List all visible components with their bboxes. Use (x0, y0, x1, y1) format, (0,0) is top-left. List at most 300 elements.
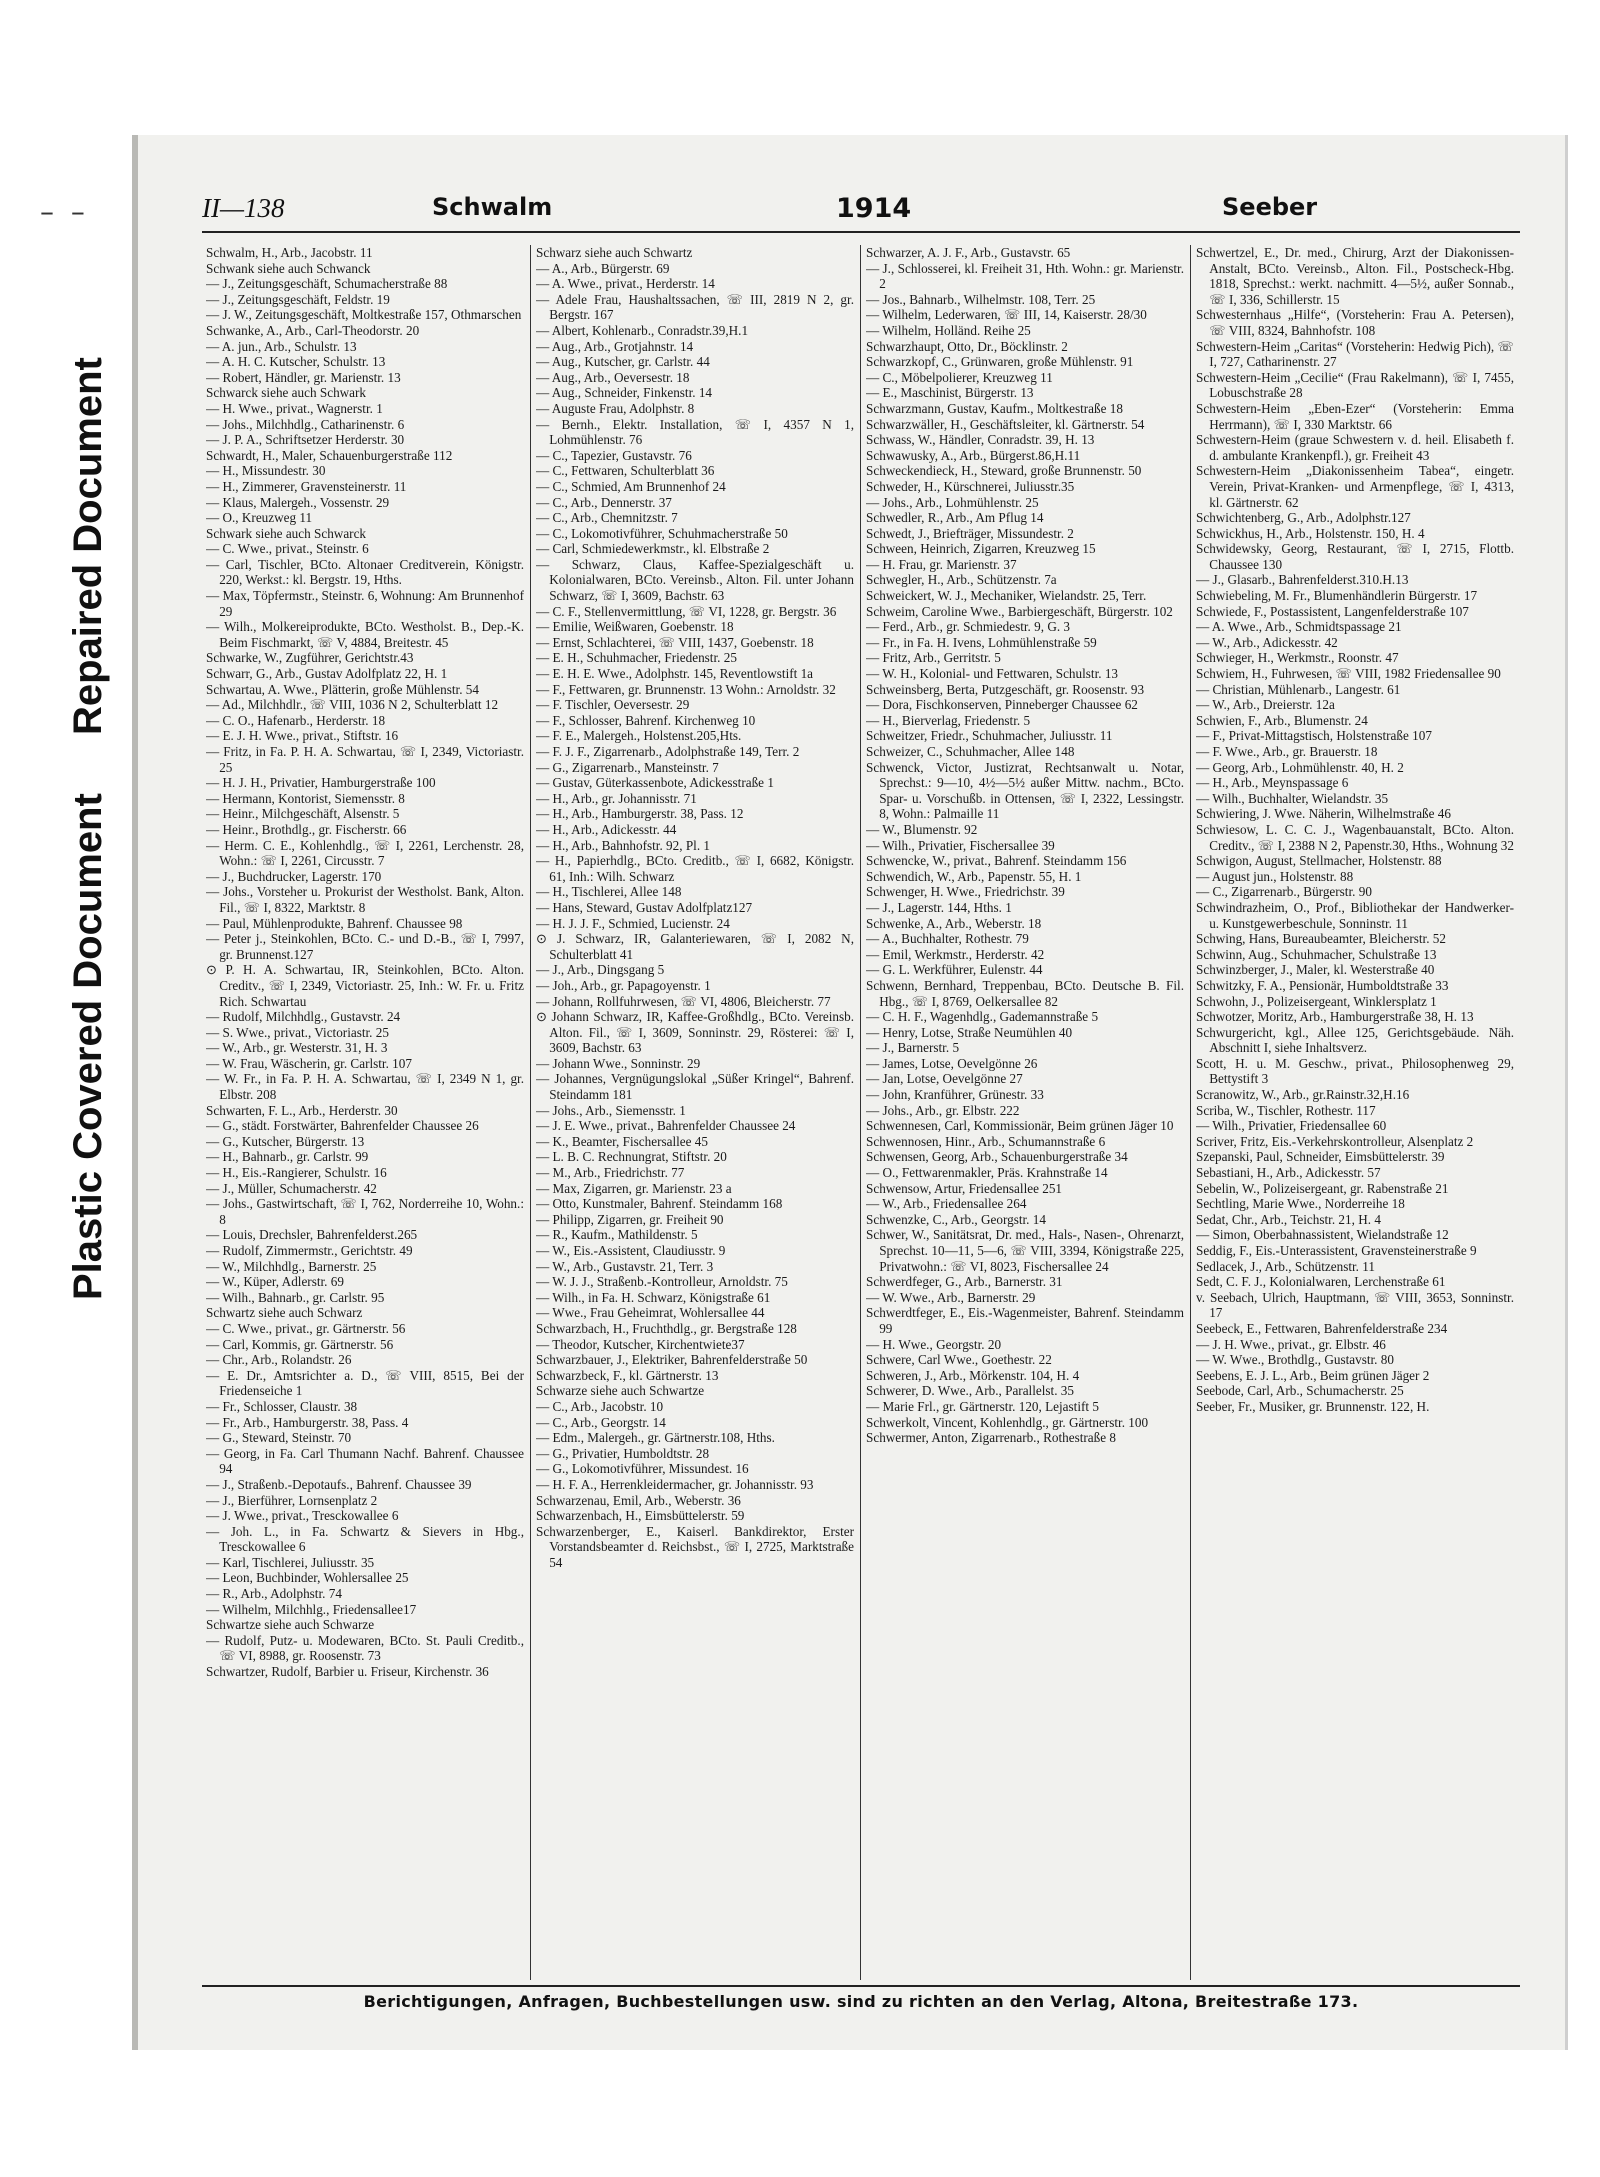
directory-entry: Schwichtenberg, G., Arb., Adolphstr.127 (1196, 510, 1411, 526)
directory-entry: — Wilh., in Fa. H. Schwarz, Königstraße 61 (536, 1289, 771, 1305)
directory-entry: Schween, Heinrich, Zigarren, Kreuzweg 15 (866, 541, 1096, 557)
directory-entry: — J., Zeitungsgeschäft, Schumacherstraße 88 (206, 276, 448, 292)
directory-entry: — Henry, Lotse, Straße Neumühlen 40 (866, 1024, 1073, 1040)
directory-entry: — C. F., Stellenvermittlung, ☏ VI, 1228, gr. Bergstr. 36 (536, 603, 837, 619)
header-rule (202, 231, 1520, 233)
directory-entry: Schwark siehe auch Schwarck (206, 525, 367, 541)
directory-entry: — C., Schmied, Am Brunnenhof 24 (536, 478, 726, 494)
directory-entry: — August jun., Holstenstr. 88 (1196, 868, 1354, 884)
directory-entry: — Adele Frau, Haushaltssachen, ☏ III, 2819 N 2, gr. Bergstr. 167 (536, 291, 854, 323)
directory-entry: — Rudolf, Putz- u. Modewaren, BCto. St. Pauli Creditb., ☏ VI, 8988, gr. Roosenstr. 73 (206, 1632, 524, 1664)
directory-entry: — Wilh., Bahnarb., gr. Carlstr. 95 (206, 1289, 385, 1305)
publisher-notice: Berichtigungen, Anfragen, Buchbestellungen usw. sind zu richten an den Verlag, Altona, Breitestraße 173. (363, 1992, 1359, 2011)
directory-entry: — Albert, Kohlenarb., Conradstr.39,H.1 (536, 322, 749, 338)
directory-entry: — J. H. Wwe., privat., gr. Elbstr. 46 (1196, 1336, 1386, 1352)
directory-entry: — Otto, Kunstmaler, Bahrenf. Steindamm 168 (536, 1196, 783, 1212)
directory-entry: Scriba, W., Tischler, Rothestr. 117 (1196, 1102, 1376, 1118)
directory-entry: — Johann Wwe., Sonninstr. 29 (536, 1055, 701, 1071)
directory-entry: — Wilhelm, Milchhlg., Friedensallee17 (206, 1601, 417, 1617)
directory-entry: — O., Kreuzweg 11 (206, 510, 313, 526)
directory-entry: Schweinsberg, Berta, Putzgeschäft, gr. Roosenstr. 93 (866, 681, 1145, 697)
directory-entry: Scranowitz, W., Arb., gr.Rainstr.32,H.16 (1196, 1087, 1410, 1103)
directory-entry: Scott, H. u. M. Geschw., privat., Philosophenweg 29, Bettystift 3 (1196, 1055, 1514, 1087)
page-header (202, 193, 1520, 233)
directory-entry: — Heinr., Brothdlg., gr. Fischerstr. 66 (206, 821, 407, 837)
plastic-covered-document-label: Plastic Covered Document (66, 793, 110, 1300)
directory-entry: Schwenzke, C., Arb., Georgstr. 14 (866, 1211, 1046, 1227)
directory-entry: — H. J. J. F., Schmied, Lucienstr. 24 (536, 915, 730, 931)
directory-entry: Schwohn, J., Polizeisergeant, Winklersplatz 1 (1196, 993, 1437, 1009)
page-number: II—138 (202, 193, 285, 223)
directory-entry: Schwank siehe auch Schwanck (206, 260, 371, 276)
directory-entry: — Dora, Fischkonserven, Pinneberger Chaussee 62 (866, 697, 1138, 713)
directory-entry: — W., Küper, Adlerstr. 69 (206, 1274, 344, 1290)
directory-entry: Schwedler, R., Arb., Am Pflug 14 (866, 510, 1044, 526)
directory-entry: Seebens, E. J. L., Arb., Beim grünen Jäger 2 (1196, 1367, 1430, 1383)
directory-entry: Schwegler, H., Arb., Schützenstr. 7a (866, 572, 1057, 588)
directory-entry: — J., Buchdrucker, Lagerstr. 170 (206, 868, 382, 884)
directory-entry: — W., Arb., Gustavstr. 21, Terr. 3 (536, 1258, 714, 1274)
directory-entry: — E., Maschinist, Bürgerstr. 13 (866, 385, 1034, 401)
directory-entry: — J., Müller, Schumacherstr. 42 (206, 1180, 377, 1196)
directory-entry: — Theodor, Kutscher, Kirchentwiete37 (536, 1336, 745, 1352)
directory-entry: — Jos., Bahnarb., Wilhelmstr. 108, Terr. 25 (866, 291, 1096, 307)
directory-entry: Schwartzer, Rudolf, Barbier u. Friseur, Kirchenstr. 36 (206, 1664, 489, 1680)
scan-margin (0, 0, 128, 2177)
directory-entry: Schwartze siehe auch Schwarze (206, 1617, 375, 1633)
directory-entry: — Robert, Händler, gr. Marienstr. 13 (206, 369, 401, 385)
directory-entry: Seddig, F., Eis.-Unterassistent, Gravensteinerstraße 9 (1196, 1243, 1477, 1258)
directory-entry: — Max, Zigarren, gr. Marienstr. 23 a (536, 1180, 732, 1196)
directory-entry: — H., Tischlerei, Allee 148 (536, 884, 682, 900)
directory-entry: — A., Arb., Bürgerstr. 69 (536, 260, 670, 276)
directory-entry: Schwestern-Heim „Caritas“ (Vorsteherin: Hedwig Pich), ☏ I, 727, Catharinenstr. 27 (1196, 338, 1514, 370)
directory-entry: — E. J. H. Wwe., privat., Stiftstr. 16 (206, 728, 399, 744)
directory-entry: — C., Fettwaren, Schulterblatt 36 (536, 463, 715, 479)
directory-entry: — R., Arb., Adolphstr. 74 (206, 1586, 342, 1602)
directory-entry: — F. Tischler, Oeversestr. 29 (536, 697, 690, 713)
directory-entry: — H., Papierhdlg., BCto. Creditb., ☏ I, 6682, Königstr. 61, Inh.: Wilh. Schwarz (536, 853, 854, 884)
directory-entry: Schwieger, H., Werkmstr., Roonstr. 47 (1196, 650, 1399, 666)
directory-entry: Schwenn, Bernhard, Treppenbau, BCto. Deutsche B. Fil. Hbg., ☏ I, 8769, Oelkersallee 82 (866, 977, 1184, 1009)
margin-marks: – – (40, 195, 89, 228)
directory-entry: — Johs., Arb., gr. Elbstr. 222 (866, 1102, 1020, 1118)
directory-entry: — Fr., Arb., Hamburgerstr. 38, Pass. 4 (206, 1414, 409, 1430)
directory-page (132, 135, 1568, 2050)
directory-entry: — Wilh., Molkereiprodukte, BCto. Westholst. B., Dep.-K. Beim Fischmarkt, ☏ V, 4884, Breitestr. 45 (206, 619, 524, 650)
directory-entry: — Johs., Arb., Siemensstr. 1 (536, 1102, 686, 1118)
directory-entry: Schweitzer, Friedr., Schuhmacher, Juliusstr. 11 (866, 728, 1113, 744)
directory-entry: — C., Lokomotivführer, Schuhmacherstraße 50 (536, 525, 788, 541)
directory-entry: — C., Arb., Georgstr. 14 (536, 1414, 666, 1430)
directory-entry: Seebeck, E., Fettwaren, Bahrenfelderstraße 234 (1196, 1320, 1448, 1336)
directory-entry: Schwarzer, A. J. F., Arb., Gustavstr. 65 (866, 245, 1071, 260)
directory-entry: Sebelin, W., Polizeisergeant, gr. Rabenstraße 21 (1196, 1180, 1449, 1196)
directory-entry: — Christian, Mühlenarb., Langestr. 61 (1196, 681, 1401, 697)
directory-entry: — C. O., Hafenarb., Herderstr. 18 (206, 712, 386, 728)
directory-entry: ⊙ Johann Schwarz, IR, Kaffee-Großhdlg., BCto. Vereinsb. Alton. Fil., ☏ I, 3609, Sonninstr. 29, Rösterei: ☏ I, 3609, Bachstr. 63 (536, 1009, 854, 1056)
directory-entry: — Aug., Schneider, Finkenstr. 14 (536, 385, 713, 401)
directory-entry: — H., Arb., gr. Johannisstr. 71 (536, 790, 697, 806)
directory-entry: Schwiering, J. Wwe. Näherin, Wilhelmstraße 46 (1196, 806, 1451, 822)
directory-entry: — K., Beamter, Fischersallee 45 (536, 1133, 708, 1149)
directory-entry: Schwarzmann, Gustav, Kaufm., Moltkestraße 18 (866, 400, 1123, 416)
directory-entry: Schwarzenberger, E., Kaiserl. Bankdirektor, Erster Vorstandsbeamter d. Reichsbst., ☏ I, 2725, Marktstraße 54 (536, 1523, 854, 1570)
directory-entry: — W. Frau, Wäscherin, gr. Carlstr. 107 (206, 1055, 412, 1071)
directory-entry: Schwinzberger, J., Maler, kl. Westerstraße 40 (1196, 962, 1435, 978)
directory-entry: — W. Fr., in Fa. P. H. A. Schwartau, ☏ I, 2349 N 1, gr. Elbstr. 208 (206, 1071, 524, 1103)
directory-entry: Schwerdfeger, G., Arb., Barnerstr. 31 (866, 1274, 1063, 1290)
directory-entry: — Hans, Steward, Gustav Adolfplatz127 (536, 899, 753, 915)
directory-entry: Schwalm, H., Arb., Jacobstr. 11 (206, 245, 373, 260)
directory-entry: Schwardt, H., Maler, Schauenburgerstraße 112 (206, 447, 453, 463)
directory-entry: Sebastiani, H., Arb., Adickesstr. 57 (1196, 1165, 1381, 1181)
directory-entry: — J., Barnerstr. 5 (866, 1040, 960, 1056)
directory-entry: Schwarze siehe auch Schwartze (536, 1383, 705, 1399)
directory-entry: — H., Bierverlag, Friedenstr. 5 (866, 712, 1031, 728)
directory-entry: — L. B. C. Rechnungrat, Stiftstr. 20 (536, 1149, 727, 1165)
directory-entry: — Johann, Rollfuhrwesen, ☏ VI, 4806, Bleicherstr. 77 (536, 993, 831, 1009)
directory-entry: Seebode, Carl, Arb., Schumacherstr. 25 (1196, 1383, 1404, 1399)
directory-entry: — Rudolf, Milchhdlg., Gustavstr. 24 (206, 1009, 401, 1025)
directory-entry: — Paul, Mühlenprodukte, Bahrenf. Chaussee 98 (206, 915, 463, 931)
directory-entry: Schwitzky, F. A., Pensionär, Humboldtstraße 33 (1196, 977, 1449, 993)
directory-entry: Schweren, J., Arb., Mörkenstr. 104, H. 4 (866, 1367, 1080, 1383)
directory-entry: Schwermer, Anton, Zigarrenarb., Rothestraße 8 (866, 1430, 1116, 1446)
directory-entry: Schweim, Caroline Wwe., Barbiergeschäft, Bürgerstr. 102 (866, 603, 1173, 619)
directory-entry: — Emil, Werkmstr., Herderstr. 42 (866, 946, 1045, 962)
repaired-document-label: Repaired Document (66, 357, 110, 735)
directory-entry: — W., Eis.-Assistent, Claudiusstr. 9 (536, 1243, 726, 1258)
column-divider (530, 245, 531, 1980)
directory-entry: — A. Wwe., privat., Herderstr. 14 (536, 276, 715, 292)
directory-entry: Schwass, W., Händler, Conradstr. 39, H. 13 (866, 432, 1095, 448)
directory-entry: Sedt, C. F. J., Kolonialwaren, Lerchenstraße 61 (1196, 1274, 1446, 1290)
directory-entry: Schwarzhaupt, Otto, Dr., Böcklinstr. 2 (866, 338, 1068, 354)
directory-entry: — Chr., Arb., Rolandstr. 26 (206, 1352, 352, 1368)
header-first-entry: Schwalm (432, 193, 553, 221)
directory-entry: — J. W., Zeitungsgeschäft, Moltkestraße 157, Othmarschen (206, 307, 522, 323)
directory-entry: — C., Arb., Jacobstr. 10 (536, 1398, 664, 1414)
directory-entry: Schwenger, H. Wwe., Friedrichstr. 39 (866, 884, 1065, 900)
directory-entry: Schwestern-Heim „Cecilie“ (Frau Rakelmann), ☏ I, 7455, Lobuschstraße 28 (1196, 369, 1514, 401)
directory-entry: Schwenke, A., Arb., Weberstr. 18 (866, 915, 1042, 931)
directory-entry: Schwarck siehe auch Schwark (206, 385, 367, 401)
directory-entry: — A. Wwe., Arb., Schmidtspassage 21 (1196, 619, 1402, 635)
directory-entry: Schwensow, Artur, Friedensallee 251 (866, 1180, 1063, 1196)
directory-entry: — Fr., Schlosser, Claustr. 38 (206, 1398, 358, 1414)
directory-entry: — John, Kranführer, Grünestr. 33 (866, 1087, 1044, 1103)
directory-entry: Schwestern-Heim „Eben-Ezer“ (Vorsteherin: Emma Herrmann), ☏ I, 330 Marktstr. 66 (1196, 400, 1514, 432)
directory-entry: — Ernst, Schlachterei, ☏ VIII, 1437, Goebenstr. 18 (536, 634, 814, 650)
footer-rule (202, 1985, 1520, 1987)
directory-entry: Schwestern-Heim (graue Schwestern v. d. heil. Elisabeth f. d. ambulante Krankenpfl.), gr. Freiheit 43 (1196, 432, 1514, 463)
directory-entry: Schwiem, H., Fuhrwesen, ☏ VIII, 1982 Friedensallee 90 (1196, 666, 1501, 682)
directory-entry: — C., Möbelpolierer, Kreuzweg 11 (866, 369, 1053, 385)
directory-entry: Schwenck, Victor, Justizrat, Rechtsanwalt u. Notar, Sprechst.: 9—10, 4½—5½ außer Mittw. nachm., BCto. Spar- u. Vorschußb. in Ottensen, ☏ I, 2322, Lessingstr. 8, Wohn.: Palmaille 11 (866, 759, 1184, 822)
directory-entry: — Johs., Vorsteher u. Prokurist der Westholst. Bank, Alton. Fil., ☏ I, 8322, Marktstr. 8 (206, 884, 524, 915)
directory-entry: — W. H., Kolonial- und Fettwaren, Schulstr. 13 (866, 666, 1119, 682)
directory-entry: Schwidewsky, Georg, Restaurant, ☏ I, 2715, Flottb. Chaussee 130 (1196, 541, 1514, 572)
directory-entry: — J. P. A., Schriftsetzer Herderstr. 30 (206, 432, 405, 448)
directory-entry: Sechtling, Marie Wwe., Norderreihe 18 (1196, 1196, 1405, 1212)
directory-entry: — W. Wwe., Arb., Barnerstr. 29 (866, 1289, 1036, 1305)
directory-entry: Schwarr, G., Arb., Gustav Adolfplatz 22, H. 1 (206, 666, 448, 682)
directory-entry: — G., Zigarrenarb., Mansteinstr. 7 (536, 759, 719, 775)
directory-entry: — H., Arb., Meynspassage 6 (1196, 775, 1349, 791)
directory-entry: Schwesternhaus „Hilfe“, (Vorsteherin: Frau A. Petersen), ☏ VIII, 8324, Bahnhofstr. 108 (1196, 307, 1514, 338)
directory-entry: — J., Schlosserei, kl. Freiheit 31, Hth. Wohn.: gr. Marienstr. 2 (866, 260, 1184, 292)
directory-entry: Schwanke, A., Arb., Carl-Theodorstr. 20 (206, 322, 420, 338)
directory-entry: — S. Wwe., privat., Victoriastr. 25 (206, 1024, 389, 1040)
directory-entry: — F. Wwe., Arb., gr. Brauerstr. 18 (1196, 744, 1378, 759)
directory-entry: — C., Zigarrenarb., Bürgerstr. 90 (1196, 884, 1372, 900)
directory-entry: Szepanski, Paul, Schneider, Eimsbüttelerstr. 39 (1196, 1149, 1445, 1165)
directory-entry: — C. H. F., Wagenhdlg., Gademannstraße 5 (866, 1009, 1099, 1025)
directory-entry: — H., Bahnarb., gr. Carlstr. 99 (206, 1149, 369, 1165)
directory-entry: — Wilh., Privatier, Fischersallee 39 (866, 837, 1055, 853)
directory-entry: Schwiesow, L. C. C. J., Wagenbauanstalt, BCto. Alton. Creditv., ☏ I, 2388 N 2, Papenstr.30, Hths., Wohnung 32 (1196, 821, 1514, 853)
directory-entry: — F., Schlosser, Bahrenf. Kirchenweg 10 (536, 712, 756, 728)
directory-entry: — M., Arb., Friedrichstr. 77 (536, 1165, 685, 1181)
directory-entry: — G., Kutscher, Bürgerstr. 13 (206, 1133, 365, 1149)
directory-entry: Schwarzbauer, J., Elektriker, Bahrenfelderstraße 50 (536, 1352, 808, 1368)
directory-entry: — Aug., Arb., Oeversestr. 18 (536, 369, 690, 385)
directory-entry: — G. L. Werkführer, Eulenstr. 44 (866, 962, 1043, 978)
directory-entry: — Gustav, Güterkassenbote, Adickesstraße 1 (536, 775, 774, 791)
directory-entry: — Carl, Schmiedewerkmstr., kl. Elbstraße 2 (536, 541, 770, 557)
directory-entry: Schwarzbach, H., Fruchthdlg., gr. Bergstraße 128 (536, 1320, 797, 1336)
directory-entry: — A., Buchhalter, Rothestr. 79 (866, 931, 1029, 947)
directory-entry: — Herm. C. E., Kohlenhdlg., ☏ I, 2261, Lerchenstr. 28, Wohn.: ☏ I, 2261, Circusstr. 7 (206, 837, 524, 869)
directory-entry: — Johannes, Vergnügungslokal „Süßer Kringel“, Bahrenf. Steindamm 181 (536, 1071, 854, 1103)
directory-entry: Schwarzbeck, F., kl. Gärtnerstr. 13 (536, 1367, 719, 1383)
directory-entry: — G., Privatier, Humboldtstr. 28 (536, 1445, 710, 1461)
directory-entry: — Georg, Arb., Lohmühlenstr. 40, H. 2 (1196, 759, 1404, 775)
directory-entry: — Louis, Drechsler, Bahrenfelderst.265 (206, 1227, 418, 1243)
directory-entry: — Bernh., Elektr. Installation, ☏ I, 4357 N 1, Lohmühlenstr. 76 (536, 416, 854, 448)
column-divider (860, 245, 861, 1980)
directory-entry: — Carl, Tischler, BCto. Altonaer Creditverein, Königstr. 220, Werkst.: kl. Bergstr. 19, Hths. (206, 556, 524, 588)
directory-entry: — Wilhelm, Lederwaren, ☏ III, 14, Kaiserstr. 28/30 (866, 307, 1147, 323)
directory-entry: — J., Zeitungsgeschäft, Feldstr. 19 (206, 291, 390, 307)
directory-entry: Schwotzer, Moritz, Arb., Hamburgerstraße 38, H. 13 (1196, 1009, 1474, 1025)
directory-entry: Schwiebeling, M. Fr., Blumenhändlerin Bürgerstr. 17 (1196, 588, 1478, 604)
directory-entry: — J., Arb., Dingsgang 5 (536, 962, 665, 978)
directory-entry: — Fritz, Arb., Gerritstr. 5 (866, 650, 1001, 666)
directory-entry: — Georg, in Fa. Carl Thumann Nachf. Bahrenf. Chaussee 94 (206, 1445, 524, 1477)
entry-columns (206, 245, 1520, 1980)
directory-entry: — Edm., Malergeh., gr. Gärtnerstr.108, Hths. (536, 1430, 775, 1446)
directory-entry: Sedlacek, J., Arb., Schützenstr. 11 (1196, 1258, 1375, 1274)
directory-entry: — Rudolf, Zimmermstr., Gerichtstr. 49 (206, 1243, 413, 1258)
header-year: 1914 (836, 193, 912, 224)
directory-entry: — Fr., in Fa. H. Ivens, Lohmühlenstraße 59 (866, 634, 1097, 650)
directory-entry: — R., Kaufm., Mathildenstr. 5 (536, 1227, 698, 1243)
directory-entry: — E. H., Schuhmacher, Friedenstr. 25 (536, 650, 737, 666)
directory-entry: — Johs., Arb., Lohmühlenstr. 25 (866, 494, 1039, 510)
directory-entry: Schweickert, W. J., Mechaniker, Wielandstr. 25, Terr. (866, 588, 1147, 604)
directory-entry: — Ferd., Arb., gr. Schmiedestr. 9, G. 3 (866, 619, 1071, 635)
directory-entry: — Aug., Arb., Grotjahnstr. 14 (536, 338, 694, 354)
directory-entry: — H. Wwe., Georgstr. 20 (866, 1336, 1002, 1352)
directory-entry: Schweizer, C., Schuhmacher, Allee 148 (866, 744, 1075, 759)
directory-entry: — H., Arb., Hamburgerstr. 38, Pass. 12 (536, 806, 744, 822)
directory-entry: — E. Dr., Amtsrichter a. D., ☏ VIII, 8515, Bei der Friedenseiche 1 (206, 1367, 524, 1399)
column-1 (206, 245, 524, 1980)
directory-entry: — H., Arb., Adickesstr. 44 (536, 821, 677, 837)
directory-entry: Schwurgericht, kgl., Allee 125, Gerichtsgebäude. Näh. Abschnitt I, siehe Inhaltsverz. (1196, 1024, 1514, 1056)
directory-entry: Schwickhus, H., Arb., Holstenstr. 150, H. 4 (1196, 525, 1425, 541)
directory-entry: — G., Steward, Steinstr. 70 (206, 1430, 352, 1446)
directory-entry: — W. Wwe., Brothdlg., Gustavstr. 80 (1196, 1352, 1394, 1368)
directory-entry: Schwer, W., Sanitätsrat, Dr. med., Hals-, Nasen-, Ohrenarzt, Sprechst. 10—11, 5—6, ☏ VIII, 3394, Königstraße 225, Privatwohn.: ☏ VI, 8023, Fischersallee 24 (866, 1227, 1184, 1274)
directory-entry: — Carl, Kommis, gr. Gärtnerstr. 56 (206, 1336, 394, 1352)
directory-entry: — W., Arb., gr. Westerstr. 31, H. 3 (206, 1040, 388, 1056)
directory-entry: — Aug., Kutscher, gr. Carlstr. 44 (536, 354, 710, 370)
directory-entry: — Emilie, Weißwaren, Goebenstr. 18 (536, 619, 734, 635)
directory-entry: — Hermann, Kontorist, Siemensstr. 8 (206, 790, 405, 806)
directory-entry: — Johs., Gastwirtschaft, ☏ I, 762, Norderreihe 10, Wohn.: 8 (206, 1196, 524, 1227)
directory-entry: Schwarten, F. L., Arb., Herderstr. 30 (206, 1102, 398, 1118)
directory-entry: Schwawusky, A., Arb., Bürgerst.86,H.11 (866, 447, 1081, 463)
directory-entry: — H., Zimmerer, Gravensteinerstr. 11 (206, 478, 407, 494)
directory-entry: — G., Lokomotivführer, Missundest. 16 (536, 1461, 749, 1477)
directory-entry: — W., Arb., Adickesstr. 42 (1196, 634, 1338, 650)
directory-entry: — Klaus, Malergeh., Vossenstr. 29 (206, 494, 390, 510)
directory-entry: Schwere, Carl Wwe., Goethestr. 22 (866, 1352, 1052, 1368)
directory-entry: — H. J. H., Privatier, Hamburgerstraße 100 (206, 775, 436, 791)
directory-entry: Schweckendieck, H., Steward, große Brunnenstr. 50 (866, 463, 1142, 479)
directory-entry: — Joh., Arb., gr. Papagoyenstr. 1 (536, 977, 711, 993)
column-3 (866, 245, 1184, 1980)
directory-entry: — Simon, Oberbahnassistent, Wielandstraße 12 (1196, 1227, 1449, 1243)
directory-entry: Schwing, Hans, Bureaubeamter, Bleicherstr. 52 (1196, 931, 1446, 947)
directory-entry: — H., Arb., Bahnhofstr. 92, Pl. 1 (536, 837, 711, 853)
directory-entry: — Leon, Buchbinder, Wohlersallee 25 (206, 1570, 409, 1586)
header-last-entry: Seeber (1222, 193, 1318, 221)
directory-entry: — H. F. A., Herrenkleidermacher, gr. Johannisstr. 93 (536, 1476, 814, 1492)
directory-entry: — Ad., Milchhdlr., ☏ VIII, 1036 N 2, Schulterblatt 12 (206, 697, 499, 713)
directory-entry: — C., Tapezier, Gustavstr. 76 (536, 447, 692, 463)
directory-entry: Schwencke, W., privat., Bahrenf. Steindamm 156 (866, 853, 1127, 869)
directory-entry: — G., städt. Forstwärter, Bahrenfelder Chaussee 26 (206, 1118, 479, 1134)
directory-entry: — Philipp, Zigarren, gr. Freiheit 90 (536, 1211, 724, 1227)
directory-entry: — J. E. Wwe., privat., Bahrenfelder Chaussee 24 (536, 1118, 796, 1134)
directory-entry: — W., Arb., Dreierstr. 12a (1196, 697, 1335, 713)
directory-entry: — Marie Frl., gr. Gärtnerstr. 120, Lejastift 5 (866, 1398, 1099, 1414)
directory-entry: Schwestern-Heim „Diakonissenheim Tabea“, eingetr. Verein, Privat-Kranken- und Armenpflege, ☏ I, 4313, kl. Gärtnerstr. 62 (1196, 463, 1514, 510)
directory-entry: Schwensen, Georg, Arb., Schauenburgerstraße 34 (866, 1149, 1128, 1165)
directory-entry: — H., Eis.-Rangierer, Schulstr. 16 (206, 1165, 387, 1181)
directory-entry: Schwertzel, E., Dr. med., Chirurg, Arzt der Diakonissen-Anstalt, BCto. Vereinsb., Alton. Fil., Postscheck-Hbg. 1818, Sprechst.: werkt. nachmitt. 4—5½, außer Sonnab., ☏ I, 336, Schillerstr. 15 (1196, 245, 1514, 307)
directory-entry: — W., Arb., Friedensallee 264 (866, 1196, 1027, 1212)
directory-entry: — Joh. L., in Fa. Schwartz & Sievers in Hbg., Tresckowallee 6 (206, 1523, 524, 1555)
directory-entry: Schwarzenbach, H., Eimsbüttelerstr. 59 (536, 1508, 745, 1524)
directory-entry: — F., Fettwaren, gr. Brunnenstr. 13 Wohn.: Arnoldstr. 32 (536, 681, 836, 697)
directory-entry: Schwiede, F., Postassistent, Langenfelderstraße 107 (1196, 603, 1469, 619)
directory-entry: Schwarz siehe auch Schwartz (536, 245, 693, 260)
directory-entry: — Wilh., Privatier, Friedensallee 60 (1196, 1118, 1387, 1134)
directory-entry: — C. Wwe., privat., gr. Gärtnerstr. 56 (206, 1320, 406, 1336)
directory-entry: — H. Frau, gr. Marienstr. 37 (866, 556, 1017, 572)
directory-entry: — A. H. C. Kutscher, Schulstr. 13 (206, 354, 386, 370)
directory-entry: — C., Arb., Dennerstr. 37 (536, 494, 672, 510)
directory-entry: — C., Arb., Chemnitzstr. 7 (536, 510, 678, 526)
directory-entry: — J., Bierführer, Lornsenplatz 2 (206, 1492, 378, 1508)
directory-entry: — J., Straßenb.-Depotaufs., Bahrenf. Chaussee 39 (206, 1476, 472, 1492)
directory-entry: — O., Fettwarenmakler, Präs. Krahnstraße 14 (866, 1165, 1108, 1181)
column-divider (1190, 245, 1191, 1980)
directory-entry: — Heinr., Milchgeschäft, Alsenstr. 5 (206, 806, 400, 822)
directory-entry: Schwinn, Aug., Schuhmacher, Schulstraße 13 (1196, 946, 1437, 962)
directory-entry: — C. Wwe., privat., Steinstr. 6 (206, 541, 369, 557)
directory-entry: — Auguste Frau, Adolphstr. 8 (536, 400, 695, 416)
directory-entry: — W. J. J., Straßenb.-Kontrolleur, Arnoldstr. 75 (536, 1274, 788, 1290)
directory-entry: Schwindrazheim, O., Prof., Bibliothekar der Handwerker- u. Kunstgewerbeschule, Sonninstr. 11 (1196, 899, 1514, 931)
directory-entry: Schwarke, W., Zugführer, Gerichtstr.43 (206, 650, 414, 666)
directory-entry: — W., Blumenstr. 92 (866, 821, 978, 837)
directory-entry: — H., Missundestr. 30 (206, 463, 326, 479)
directory-entry: — Peter j., Steinkohlen, BCto. C.- und D.-B., ☏ I, 7997, gr. Brunnenst.127 (206, 931, 524, 962)
directory-entry: Schwennesen, Carl, Kommissionär, Beim grünen Jäger 10 (866, 1118, 1174, 1134)
directory-entry: ⊙ J. Schwarz, IR, Galanteriewaren, ☏ I, 2082 N, Schulterblatt 41 (536, 931, 854, 962)
directory-entry: Schwartau, A. Wwe., Plätterin, große Mühlenstr. 54 (206, 681, 479, 697)
directory-entry: Schwerdtfeger, E., Eis.-Wagenmeister, Bahrenf. Steindamm 99 (866, 1305, 1184, 1336)
column-2 (536, 245, 854, 1980)
directory-entry: — F. J. F., Zigarrenarb., Adolphstraße 149, Terr. 2 (536, 744, 800, 759)
directory-entry: — Jan, Lotse, Oevelgönne 27 (866, 1071, 1023, 1087)
directory-entry: — J., Glasarb., Bahrenfelderst.310.H.13 (1196, 572, 1409, 588)
directory-entry: v. Seebach, Ulrich, Hauptmann, ☏ VIII, 3653, Sonninstr. 17 (1196, 1289, 1514, 1321)
directory-entry: — F. E., Malergeh., Holstenst.205,Hts. (536, 728, 742, 744)
directory-entry: — Johs., Milchhdlg., Catharinenstr. 6 (206, 416, 405, 432)
directory-entry: Schwartz siehe auch Schwarz (206, 1305, 363, 1321)
directory-entry: Schwennosen, Hinr., Arb., Schumannstraße 6 (866, 1133, 1106, 1149)
directory-entry: Schwarzenau, Emil, Arb., Weberstr. 36 (536, 1492, 741, 1508)
directory-entry: Schwerkolt, Vincent, Kohlenhdlg., gr. Gärtnerstr. 100 (866, 1414, 1149, 1430)
directory-entry: Schwien, F., Arb., Blumenstr. 24 (1196, 712, 1368, 728)
directory-entry: Schwedt, J., Briefträger, Missundestr. 2 (866, 525, 1074, 541)
directory-entry: Sedat, Chr., Arb., Teichstr. 21, H. 4 (1196, 1211, 1381, 1227)
directory-entry: Seeber, Fr., Musiker, gr. Brunnenstr. 122, H. (1196, 1398, 1430, 1414)
directory-entry: — James, Lotse, Oevelgönne 26 (866, 1055, 1038, 1071)
directory-entry: — W., Milchhdlg., Barnerstr. 25 (206, 1258, 377, 1274)
directory-entry: Schwendich, W., Arb., Papenstr. 55, H. 1 (866, 868, 1082, 884)
directory-entry: Schwerer, D. Wwe., Arb., Parallelst. 35 (866, 1383, 1074, 1399)
directory-entry: Schwigon, August, Stellmacher, Holstenstr. 88 (1196, 853, 1442, 869)
directory-entry: — F., Privat-Mittagstisch, Holstenstraße 107 (1196, 728, 1432, 744)
directory-entry: — Max, Töpfermstr., Steinstr. 6, Wohnung: Am Brunnenhof 29 (206, 588, 524, 619)
directory-entry: — H. Wwe., privat., Wagnerstr. 1 (206, 400, 383, 416)
directory-entry: — Karl, Tischlerei, Juliusstr. 35 (206, 1554, 375, 1570)
directory-entry: — J. Wwe., privat., Tresckowallee 6 (206, 1508, 399, 1524)
directory-entry: — Fritz, in Fa. P. H. A. Schwartau, ☏ I, 2349, Victoriastr. 25 (206, 744, 524, 775)
directory-entry: Schwarzkopf, C., Grünwaren, große Mühlenstr. 91 (866, 354, 1134, 370)
directory-entry: Scriver, Fritz, Eis.-Verkehrskontrolleur, Alsenplatz 2 (1196, 1133, 1474, 1149)
directory-entry: — Schwarz, Claus, Kaffee-Spezialgeschäft u. Kolonialwaren, BCto. Vereinsb., Alton. Fil. unter Johann Schwarz, ☏ I, 3609, Bachstr. 63 (536, 556, 854, 604)
directory-entry: ⊙ P. H. A. Schwartau, IR, Steinkohlen, BCto. Alton. Creditv., ☏ I, 2349, Victoriastr. 25, Inh.: W. Fr. u. Fritz Rich. Schwartau (206, 962, 524, 1009)
directory-entry: — Wwe., Frau Geheimrat, Wohlersallee 44 (536, 1305, 765, 1321)
directory-entry: — Wilhelm, Holländ. Reihe 25 (866, 322, 1031, 338)
directory-entry: Schwarzwäller, H., Geschäftsleiter, kl. Gärtnerstr. 54 (866, 416, 1145, 432)
directory-entry: — J., Lagerstr. 144, Hths. 1 (866, 899, 1012, 915)
directory-entry: — E. H. E. Wwe., Adolphstr. 145, Reventlowstift 1a (536, 666, 814, 682)
directory-entry: — Wilh., Buchhalter, Wielandstr. 35 (1196, 790, 1389, 806)
directory-entry: — A. jun., Arb., Schulstr. 13 (206, 338, 357, 354)
column-4 (1196, 245, 1514, 1980)
directory-entry: Schweder, H., Kürschnerei, Juliusstr.35 (866, 478, 1075, 494)
